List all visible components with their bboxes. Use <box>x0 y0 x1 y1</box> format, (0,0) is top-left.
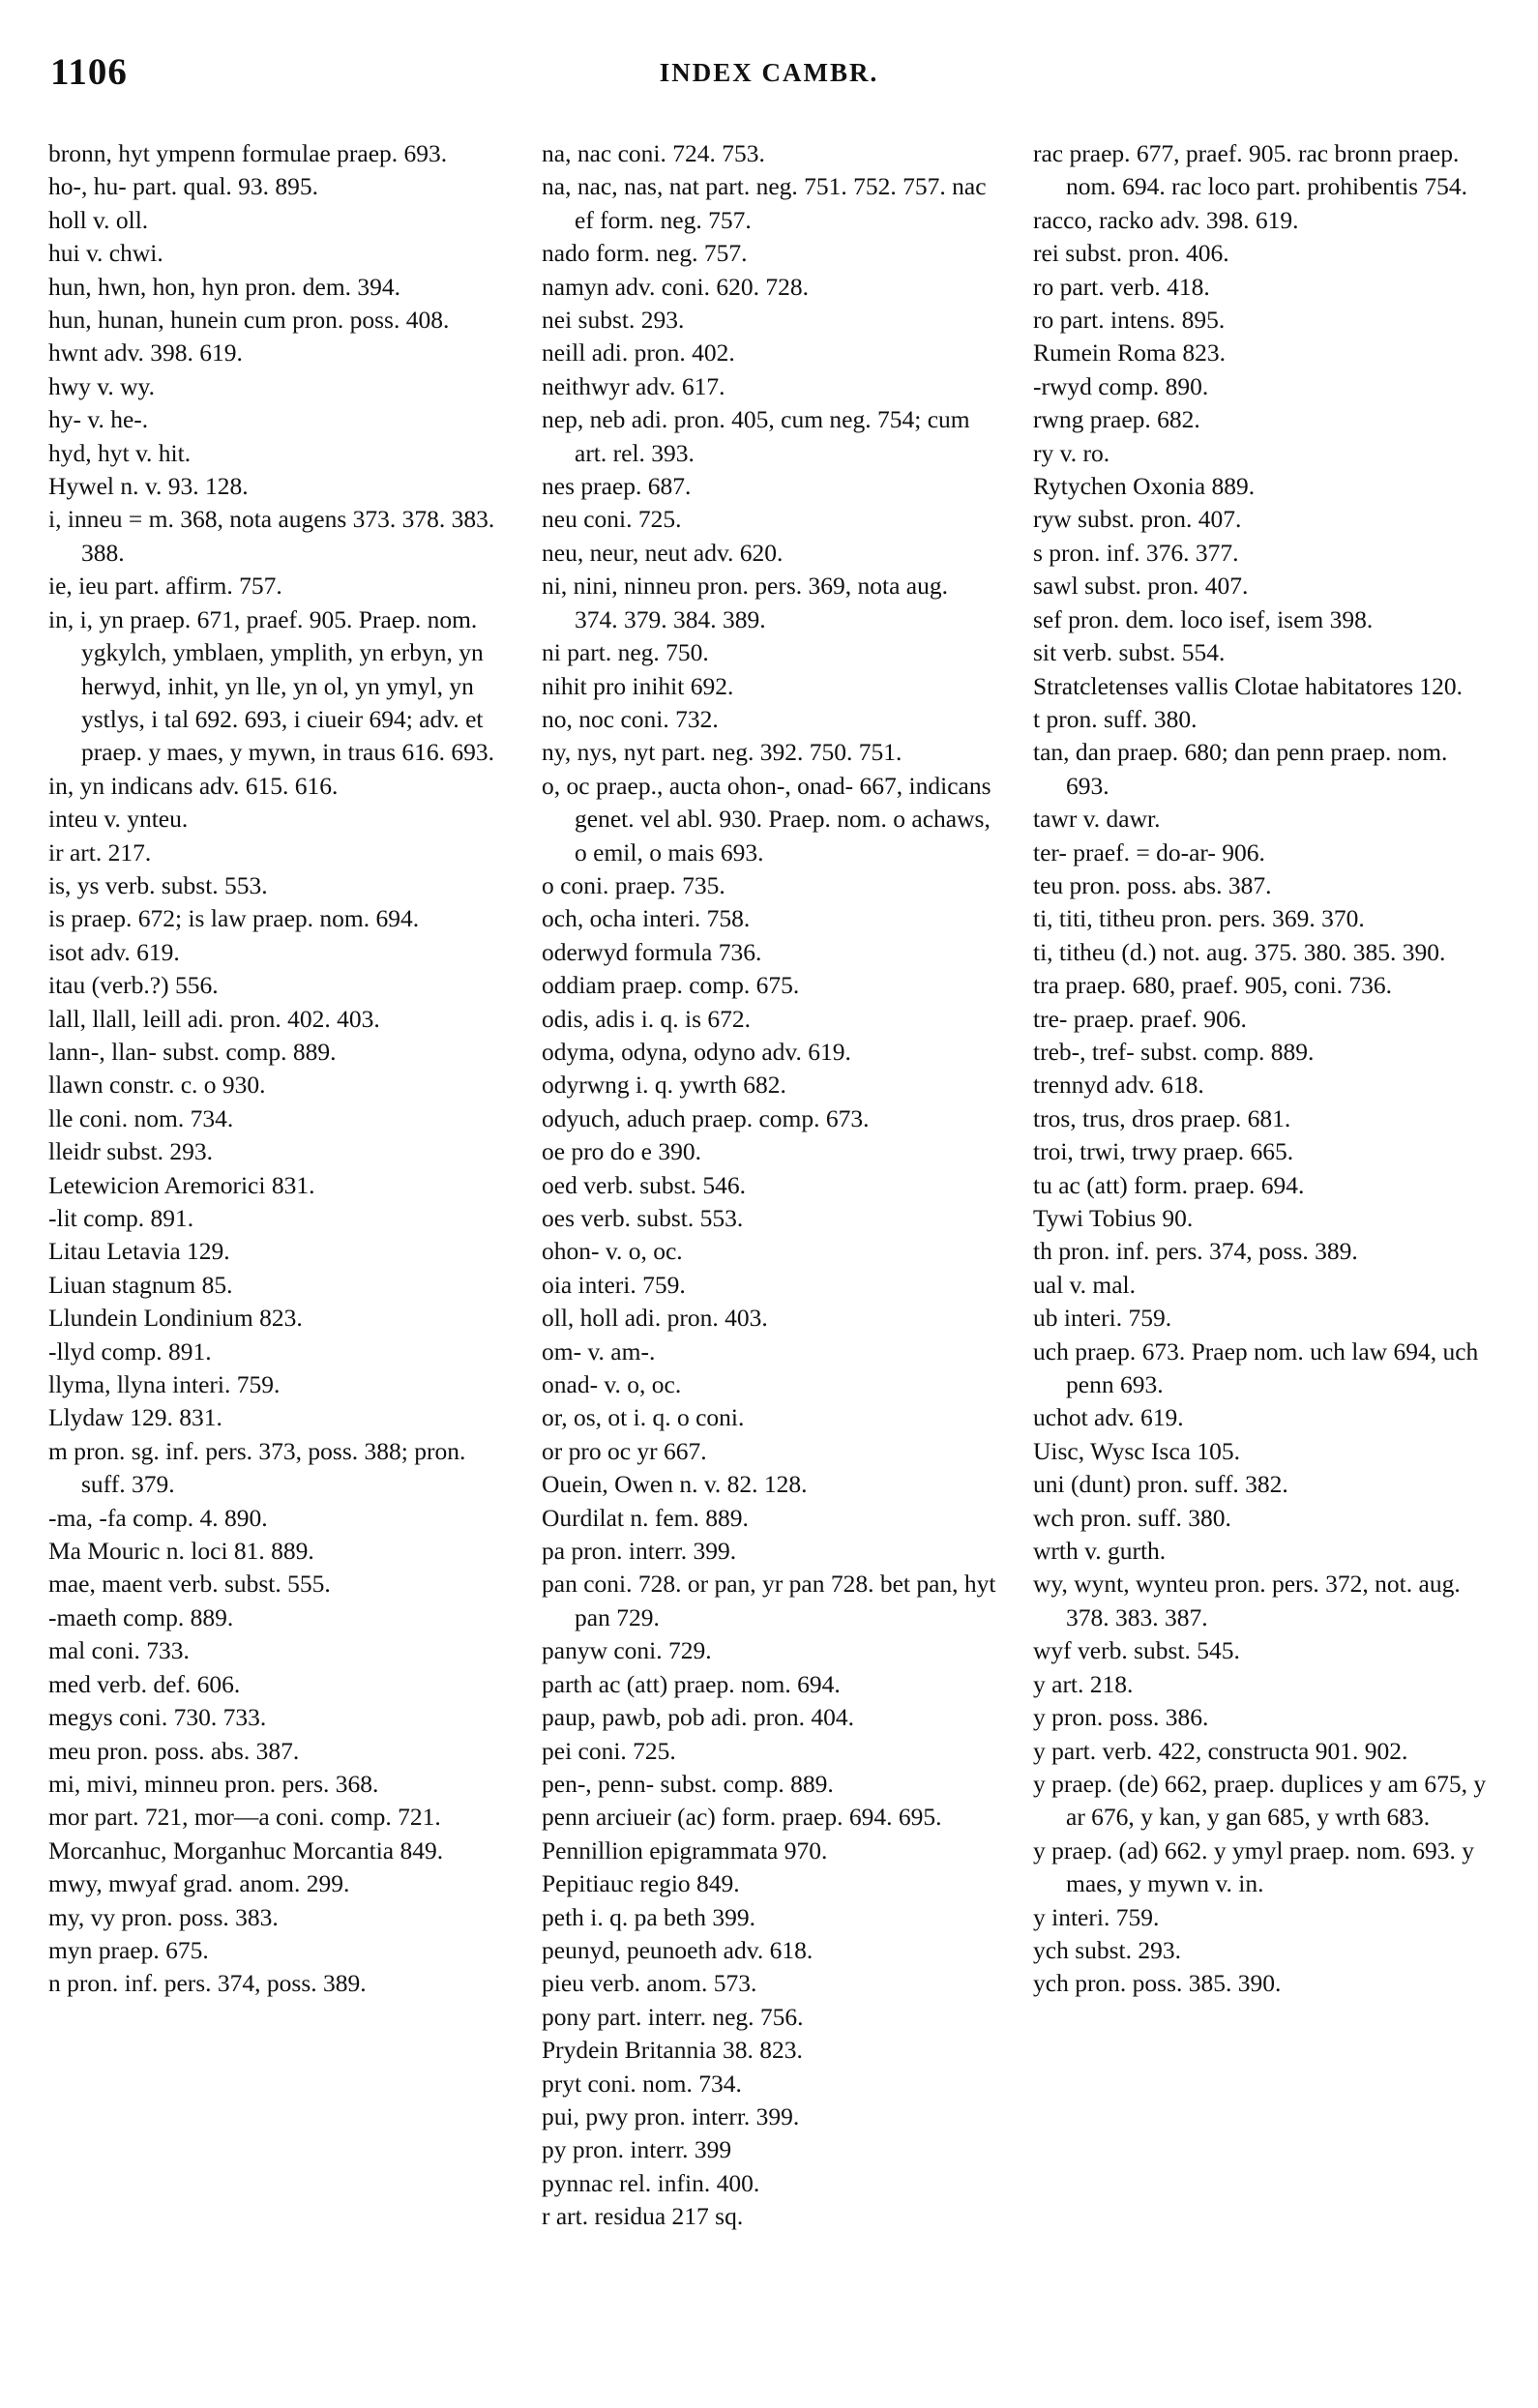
index-entry: o coni. praep. 735. <box>542 870 725 899</box>
index-entry: parth ac (att) praep. nom. 694. <box>542 1669 841 1698</box>
index-entry: ych subst. 293. <box>1033 1935 1181 1964</box>
index-entry: nado form. neg. 757. <box>542 239 748 268</box>
index-entry: Stratcletenses vallis Clotae habitatores 120. <box>1033 671 1464 700</box>
index-entry: ti, titheu (d.) not. aug. 375. 380. 385. 390. <box>1033 937 1446 966</box>
index-entry: tu ac (att) form. praep. 694. <box>1033 1170 1305 1199</box>
index-entry: ych pron. poss. 385. 390. <box>1033 1969 1282 1998</box>
index-entry: Llundein Londinium 823. <box>48 1304 303 1333</box>
index-entry: oddiam praep. comp. 675. <box>542 971 800 1000</box>
index-entry: ti, titi, titheu pron. pers. 369. 370. <box>1033 904 1365 933</box>
index-entry: Litau Letavia 129. <box>48 1237 230 1266</box>
index-entry: ry v. ro. <box>1033 438 1110 467</box>
page-number: 1106 <box>50 51 128 93</box>
index-entry: treb-, tref- subst. comp. 889. <box>1033 1037 1315 1066</box>
index-entry: troi, trwi, trwy praep. 665. <box>1033 1137 1294 1166</box>
index-entry: py pron. interr. 399 <box>542 2135 732 2164</box>
index-entry: Letewicion Aremorici 831. <box>48 1170 315 1199</box>
index-entry: -lit comp. 891. <box>48 1204 194 1232</box>
index-entry: lle coni. nom. 734. <box>48 1103 234 1132</box>
index-entry: -rwyd comp. 890. <box>1033 371 1209 400</box>
index-entry: sawl subst. pron. 407. <box>1033 572 1249 601</box>
index-entry: pynnac rel. infin. 400. <box>542 2168 760 2197</box>
index-entry: ro part. verb. 418. <box>1033 272 1210 301</box>
index-entry: lall, llall, leill adi. pron. 402. 403. <box>48 1004 380 1033</box>
index-entry: namyn adv. coni. 620. 728. <box>542 272 809 301</box>
index-entry: pieu verb. anom. 573. <box>542 1969 757 1998</box>
index-entry: pan coni. 728. or pan, yr pan 728. bet pan, hyt pan 729. <box>542 1570 996 1631</box>
index-entry: sef pron. dem. loco isef, isem 398. <box>1033 604 1374 633</box>
index-entry: th pron. inf. pers. 374, poss. 389. <box>1033 1237 1358 1266</box>
index-entry: wch pron. suff. 380. <box>1033 1503 1231 1532</box>
index-entry: nihit pro inihit 692. <box>542 671 734 700</box>
index-entry: tros, trus, dros praep. 681. <box>1033 1103 1291 1132</box>
index-entry: n pron. inf. pers. 374, poss. 389. <box>48 1969 367 1998</box>
index-entry: isot adv. 619. <box>48 937 180 966</box>
index-entry: y praep. (ad) 662. y ymyl praep. nom. 693. y maes, y mywn v. in. <box>1033 1835 1475 1898</box>
index-entry: nep, neb adi. pron. 405, cum neg. 754; cum art. rel. 393. <box>542 405 970 467</box>
index-entry: mwy, mwyaf grad. anom. 299. <box>48 1869 350 1898</box>
index-entry: Rytychen Oxonia 889. <box>1033 472 1256 501</box>
index-entry: y praep. (de) 662, praep. duplices y am 675, y ar 676, y kan, y gan 685, y wrth 683. <box>1033 1769 1487 1832</box>
index-entry: or pro oc yr 667. <box>542 1436 707 1465</box>
index-entry: mor part. 721, mor—a coni. comp. 721. <box>48 1803 441 1832</box>
index-entry: pa pron. interr. 399. <box>542 1537 737 1566</box>
index-entry: Llydaw 129. 831. <box>48 1403 222 1432</box>
running-head: INDEX CAMBR. <box>659 58 879 87</box>
index-entry: ro part. intens. 895. <box>1033 306 1226 335</box>
index-entry: Prydein Britannia 38. 823. <box>542 2036 803 2065</box>
index-entry: pei coni. 725. <box>542 1736 676 1765</box>
index-entry: ub interi. 759. <box>1033 1304 1172 1333</box>
index-entry: ual v. mal. <box>1033 1270 1136 1299</box>
index-entry: peth i. q. pa beth 399. <box>542 1902 755 1931</box>
index-entry: m pron. sg. inf. pers. 373, poss. 388; pron. suff. 379. <box>48 1436 466 1499</box>
index-entry: my, vy pron. poss. 383. <box>48 1902 279 1931</box>
index-entry: Hywel n. v. 93. 128. <box>48 472 249 501</box>
index-entry: Tywi Tobius 90. <box>1033 1204 1194 1232</box>
index-entry: pen-, penn- subst. comp. 889. <box>542 1769 834 1798</box>
index-entry: neithwyr adv. 617. <box>542 371 725 400</box>
index-entry: Ouein, Owen n. v. 82. 128. <box>542 1470 808 1499</box>
index-entry: meu pron. poss. abs. 387. <box>48 1736 300 1765</box>
index-entry: holl v. oll. <box>48 205 149 234</box>
index-entry: r art. residua 217 sq. <box>542 2202 744 2231</box>
index-entry: itau (verb.?) 556. <box>48 971 219 1000</box>
index-entry: odyrwng i. q. ywrth 682. <box>542 1071 786 1100</box>
index-entry: hui v. chwi. <box>48 239 163 268</box>
index-entry: in, i, yn praep. 671, praef. 905. Praep. nom. ygkylch, ymblaen, ymplith, yn erbyn, yn herwyd, inhit, yn lle, yn ol, yn ymyl, yn ystlys, i tal 692. 693, i ciueir 694; adv. et praep. y maes, y mywn, in traus 616. 693. <box>48 604 495 767</box>
index-entry: ryw subst. pron. 407. <box>1033 505 1242 534</box>
index-entry: oll, holl adi. pron. 403. <box>542 1304 768 1333</box>
index-entry: nes praep. 687. <box>542 472 692 501</box>
index-entry: med verb. def. 606. <box>48 1669 241 1698</box>
index-entry: uchot adv. 619. <box>1033 1403 1184 1432</box>
index-entry: hwy v. wy. <box>48 371 156 400</box>
index-entry: om- v. am-. <box>542 1336 656 1366</box>
index-entry: tawr v. dawr. <box>1033 805 1161 834</box>
index-entry: Morcanhuc, Morganhuc Morcantia 849. <box>48 1835 444 1865</box>
index-entry: bronn, hyt ympenn formulae praep. 693. <box>48 139 448 167</box>
index-entry: hwnt adv. 398. 619. <box>48 338 243 367</box>
index-entry: mae, maent verb. subst. 555. <box>48 1570 331 1599</box>
index-entry: megys coni. 730. 733. <box>48 1703 267 1732</box>
index-entry: or, os, ot i. q. o coni. <box>542 1403 745 1432</box>
index-entry: ho-, hu- part. qual. 93. 895. <box>48 172 319 201</box>
index-entry: y pron. poss. 386. <box>1033 1703 1209 1732</box>
index-entry: hyd, hyt v. hit. <box>48 438 192 467</box>
index-entry: t pron. suff. 380. <box>1033 704 1198 733</box>
index-entry: odyma, odyna, odyno adv. 619. <box>542 1037 851 1066</box>
index-entry: rac praep. 677, praef. 905. rac bronn praep. nom. 694. rac loco part. prohibentis 754. <box>1033 139 1467 201</box>
index-entry: uni (dunt) pron. suff. 382. <box>1033 1470 1288 1499</box>
index-entry: llyma, llyna interi. 759. <box>48 1370 281 1399</box>
index-entry: nei subst. 293. <box>542 306 685 335</box>
index-entry: hun, hwn, hon, hyn pron. dem. 394. <box>48 272 401 301</box>
index-entry: -llyd comp. 891. <box>48 1336 212 1366</box>
index-entry: i, inneu = m. 368, nota augens 373. 378. 383. 388. <box>48 505 495 567</box>
index-entry: ter- praef. = do-ar- 906. <box>1033 837 1265 866</box>
index-entry: panyw coni. 729. <box>542 1636 712 1665</box>
index-entry: is, ys verb. subst. 553. <box>48 870 268 899</box>
index-entry: sit verb. subst. 554. <box>1033 638 1226 667</box>
index-entry: lleidr subst. 293. <box>48 1137 213 1166</box>
index-entry: trennyd adv. 618. <box>1033 1071 1204 1100</box>
index-entry: wy, wynt, wynteu pron. pers. 372, not. aug. 378. 383. 387. <box>1033 1570 1461 1631</box>
index-entry: penn arciueir (ac) form. praep. 694. 695. <box>542 1803 942 1832</box>
index-entry: Liuan stagnum 85. <box>48 1270 233 1299</box>
index-entry: oed verb. subst. 546. <box>542 1170 747 1199</box>
index-entry: pony part. interr. neg. 756. <box>542 2002 804 2031</box>
index-entry: ni part. neg. 750. <box>542 638 709 667</box>
index-entry: ni, nini, ninneu pron. pers. 369, nota aug. 374. 379. 384. 389. <box>542 572 948 633</box>
index-entry: tre- praep. praef. 906. <box>1033 1004 1247 1033</box>
index-entry: odis, adis i. q. is 672. <box>542 1004 752 1033</box>
index-entry: y part. verb. 422, constructa 901. 902. <box>1033 1736 1408 1765</box>
index-entry: rei subst. pron. 406. <box>1033 239 1229 268</box>
index-entry: pui, pwy pron. interr. 399. <box>542 2101 800 2130</box>
index-column-2 <box>542 137 996 2234</box>
index-entry: inteu v. ynteu. <box>48 805 189 834</box>
index-entry: oderwyd formula 736. <box>542 937 762 966</box>
index-entry: o, oc praep., aucta ohon-, onad- 667, indicans genet. vel abl. 930. Praep. nom. o achaws, o emil, o mais 693. <box>542 771 991 866</box>
index-entry: oia interi. 759. <box>542 1270 686 1299</box>
index-entry: y art. 218. <box>1033 1669 1134 1698</box>
index-column-3 <box>1033 137 1490 2001</box>
index-entry: ny, nys, nyt part. neg. 392. 750. 751. <box>542 738 902 767</box>
index-entry: na, nac coni. 724. 753. <box>542 139 765 167</box>
index-entry: odyuch, aduch praep. comp. 673. <box>542 1103 870 1132</box>
index-entry: in, yn indicans adv. 615. 616. <box>48 771 339 800</box>
index-entry: s pron. inf. 376. 377. <box>1033 538 1239 567</box>
index-entry: na, nac, nas, nat part. neg. 751. 752. 757. nac ef form. neg. 757. <box>542 172 987 234</box>
index-entry: Ourdilat n. fem. 889. <box>542 1503 749 1532</box>
index-entry: rwng praep. 682. <box>1033 405 1200 434</box>
index-entry: Pennillion epigrammata 970. <box>542 1835 828 1865</box>
index-entry: hun, hunan, hunein cum pron. poss. 408. <box>48 306 450 335</box>
index-entry: -ma, -fa comp. 4. 890. <box>48 1503 268 1532</box>
index-entry: Pepitiauc regio 849. <box>542 1869 740 1898</box>
index-entry: mal coni. 733. <box>48 1636 190 1665</box>
index-entry: mi, mivi, minneu pron. pers. 368. <box>48 1769 379 1798</box>
index-entry: y interi. 759. <box>1033 1902 1160 1931</box>
index-entry: Ma Mouric n. loci 81. 889. <box>48 1537 314 1566</box>
index-entry: Rumein Roma 823. <box>1033 338 1227 367</box>
index-entry: Uisc, Wysc Isca 105. <box>1033 1436 1240 1465</box>
index-entry: lann-, llan- subst. comp. 889. <box>48 1037 337 1066</box>
index-entry: myn praep. 675. <box>48 1935 209 1964</box>
index-entry: oes verb. subst. 553. <box>542 1204 744 1232</box>
index-entry: wrth v. gurth. <box>1033 1537 1167 1566</box>
index-entry: hy- v. he-. <box>48 405 149 434</box>
index-entry: ir art. 217. <box>48 837 152 866</box>
index-entry: ohon- v. o, oc. <box>542 1237 683 1266</box>
index-entry: pryt coni. nom. 734. <box>542 2069 742 2098</box>
index-entry: och, ocha interi. 758. <box>542 904 751 933</box>
index-entry: tan, dan praep. 680; dan penn praep. nom. 693. <box>1033 738 1448 800</box>
index-entry: teu pron. poss. abs. 387. <box>1033 870 1272 899</box>
index-entry: onad- v. o, oc. <box>542 1370 682 1399</box>
index-column-1 <box>48 137 503 2001</box>
index-entry: llawn constr. c. o 930. <box>48 1071 266 1100</box>
index-entry: ie, ieu part. affirm. 757. <box>48 572 282 601</box>
index-entry: is praep. 672; is law praep. nom. 694. <box>48 904 420 933</box>
index-entry: racco, racko adv. 398. 619. <box>1033 205 1299 234</box>
index-entry: neill adi. pron. 402. <box>542 338 735 367</box>
index-entry: no, noc coni. 732. <box>542 704 719 733</box>
index-entry: peunyd, peunoeth adv. 618. <box>542 1935 813 1964</box>
index-entry: oe pro do e 390. <box>542 1137 702 1166</box>
index-entry: neu, neur, neut adv. 620. <box>542 538 784 567</box>
index-entry: paup, pawb, pob adi. pron. 404. <box>542 1703 854 1732</box>
index-entry: tra praep. 680, praef. 905, coni. 736. <box>1033 971 1393 1000</box>
index-entry: wyf verb. subst. 545. <box>1033 1636 1240 1665</box>
index-entry: -maeth comp. 889. <box>48 1602 234 1631</box>
index-entry: uch praep. 673. Praep nom. uch law 694, uch penn 693. <box>1033 1336 1479 1399</box>
index-entry: neu coni. 725. <box>542 505 682 534</box>
